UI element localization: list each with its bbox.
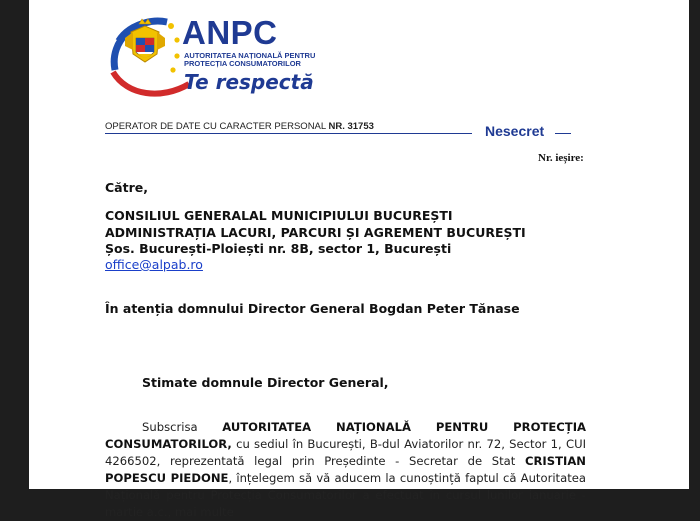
exit-number-label: Nr. ieșire: [538, 152, 584, 164]
body-org-name: AUTORITATEA NAȚIONALĂ PENTRU PROTECȚIA CONSUMATORILOR, [105, 420, 586, 451]
classification-divider [555, 133, 571, 134]
brand-name: ANPC [182, 14, 278, 51]
brand-subtitle [184, 52, 324, 68]
attention-line: În atenția domnului Director General Bogdan Peter Tănase [105, 301, 520, 316]
recipient-line1: CONSILIUL GENERALAL MUNICIPIULUI BUCUREȘTI [105, 208, 453, 223]
body-text-3: cu sediul în București, B-dul Aviatorilor nr. 72, Sector 1, CUI 4266502, reprezentată legal prin Președinte - Secretar de Stat [105, 437, 586, 468]
brand-subtitle-line1: AUTORITATEA NAȚIONALĂ PENTRU [184, 51, 316, 60]
operator-number: NR. 31753 [328, 121, 374, 132]
recipient-email-link[interactable]: office@alpab.ro [105, 257, 203, 272]
operator-label: OPERATOR DE DATE CU CARACTER PERSONAL [105, 121, 326, 132]
brand-tagline: Te respectă [184, 70, 314, 94]
salutation: Stimate domnule Director General, [142, 375, 389, 390]
classification-label: Nesecret [485, 123, 545, 139]
body-president-name: CRISTIAN POPESCU PIEDONE [105, 454, 586, 485]
recipient-address: Șos. București-Ploiești nr. 8B, sector 1, București [105, 241, 452, 256]
document-page [29, 0, 689, 519]
recipient-email-row [105, 257, 203, 272]
body-paragraph [105, 419, 586, 521]
body-text-1: Subscrisa [142, 420, 223, 434]
body-text-5: , înțelegem să vă aducem la cunoștință faptul că Autoritatea Națională pentru Protecția Consumatorilor a efectuat în cursul lunilor ianuarie - martie a.c., mai multe [105, 471, 586, 519]
recipient-line2: ADMINISTRAȚIA LACURI, PARCURI ȘI AGREMENT BUCUREȘTI [105, 225, 526, 240]
brand-subtitle-line2: PROTECȚIA CONSUMATORILOR [184, 59, 301, 68]
operator-line [105, 121, 374, 132]
header-divider [105, 133, 472, 134]
recipient-to-label: Către, [105, 180, 148, 195]
